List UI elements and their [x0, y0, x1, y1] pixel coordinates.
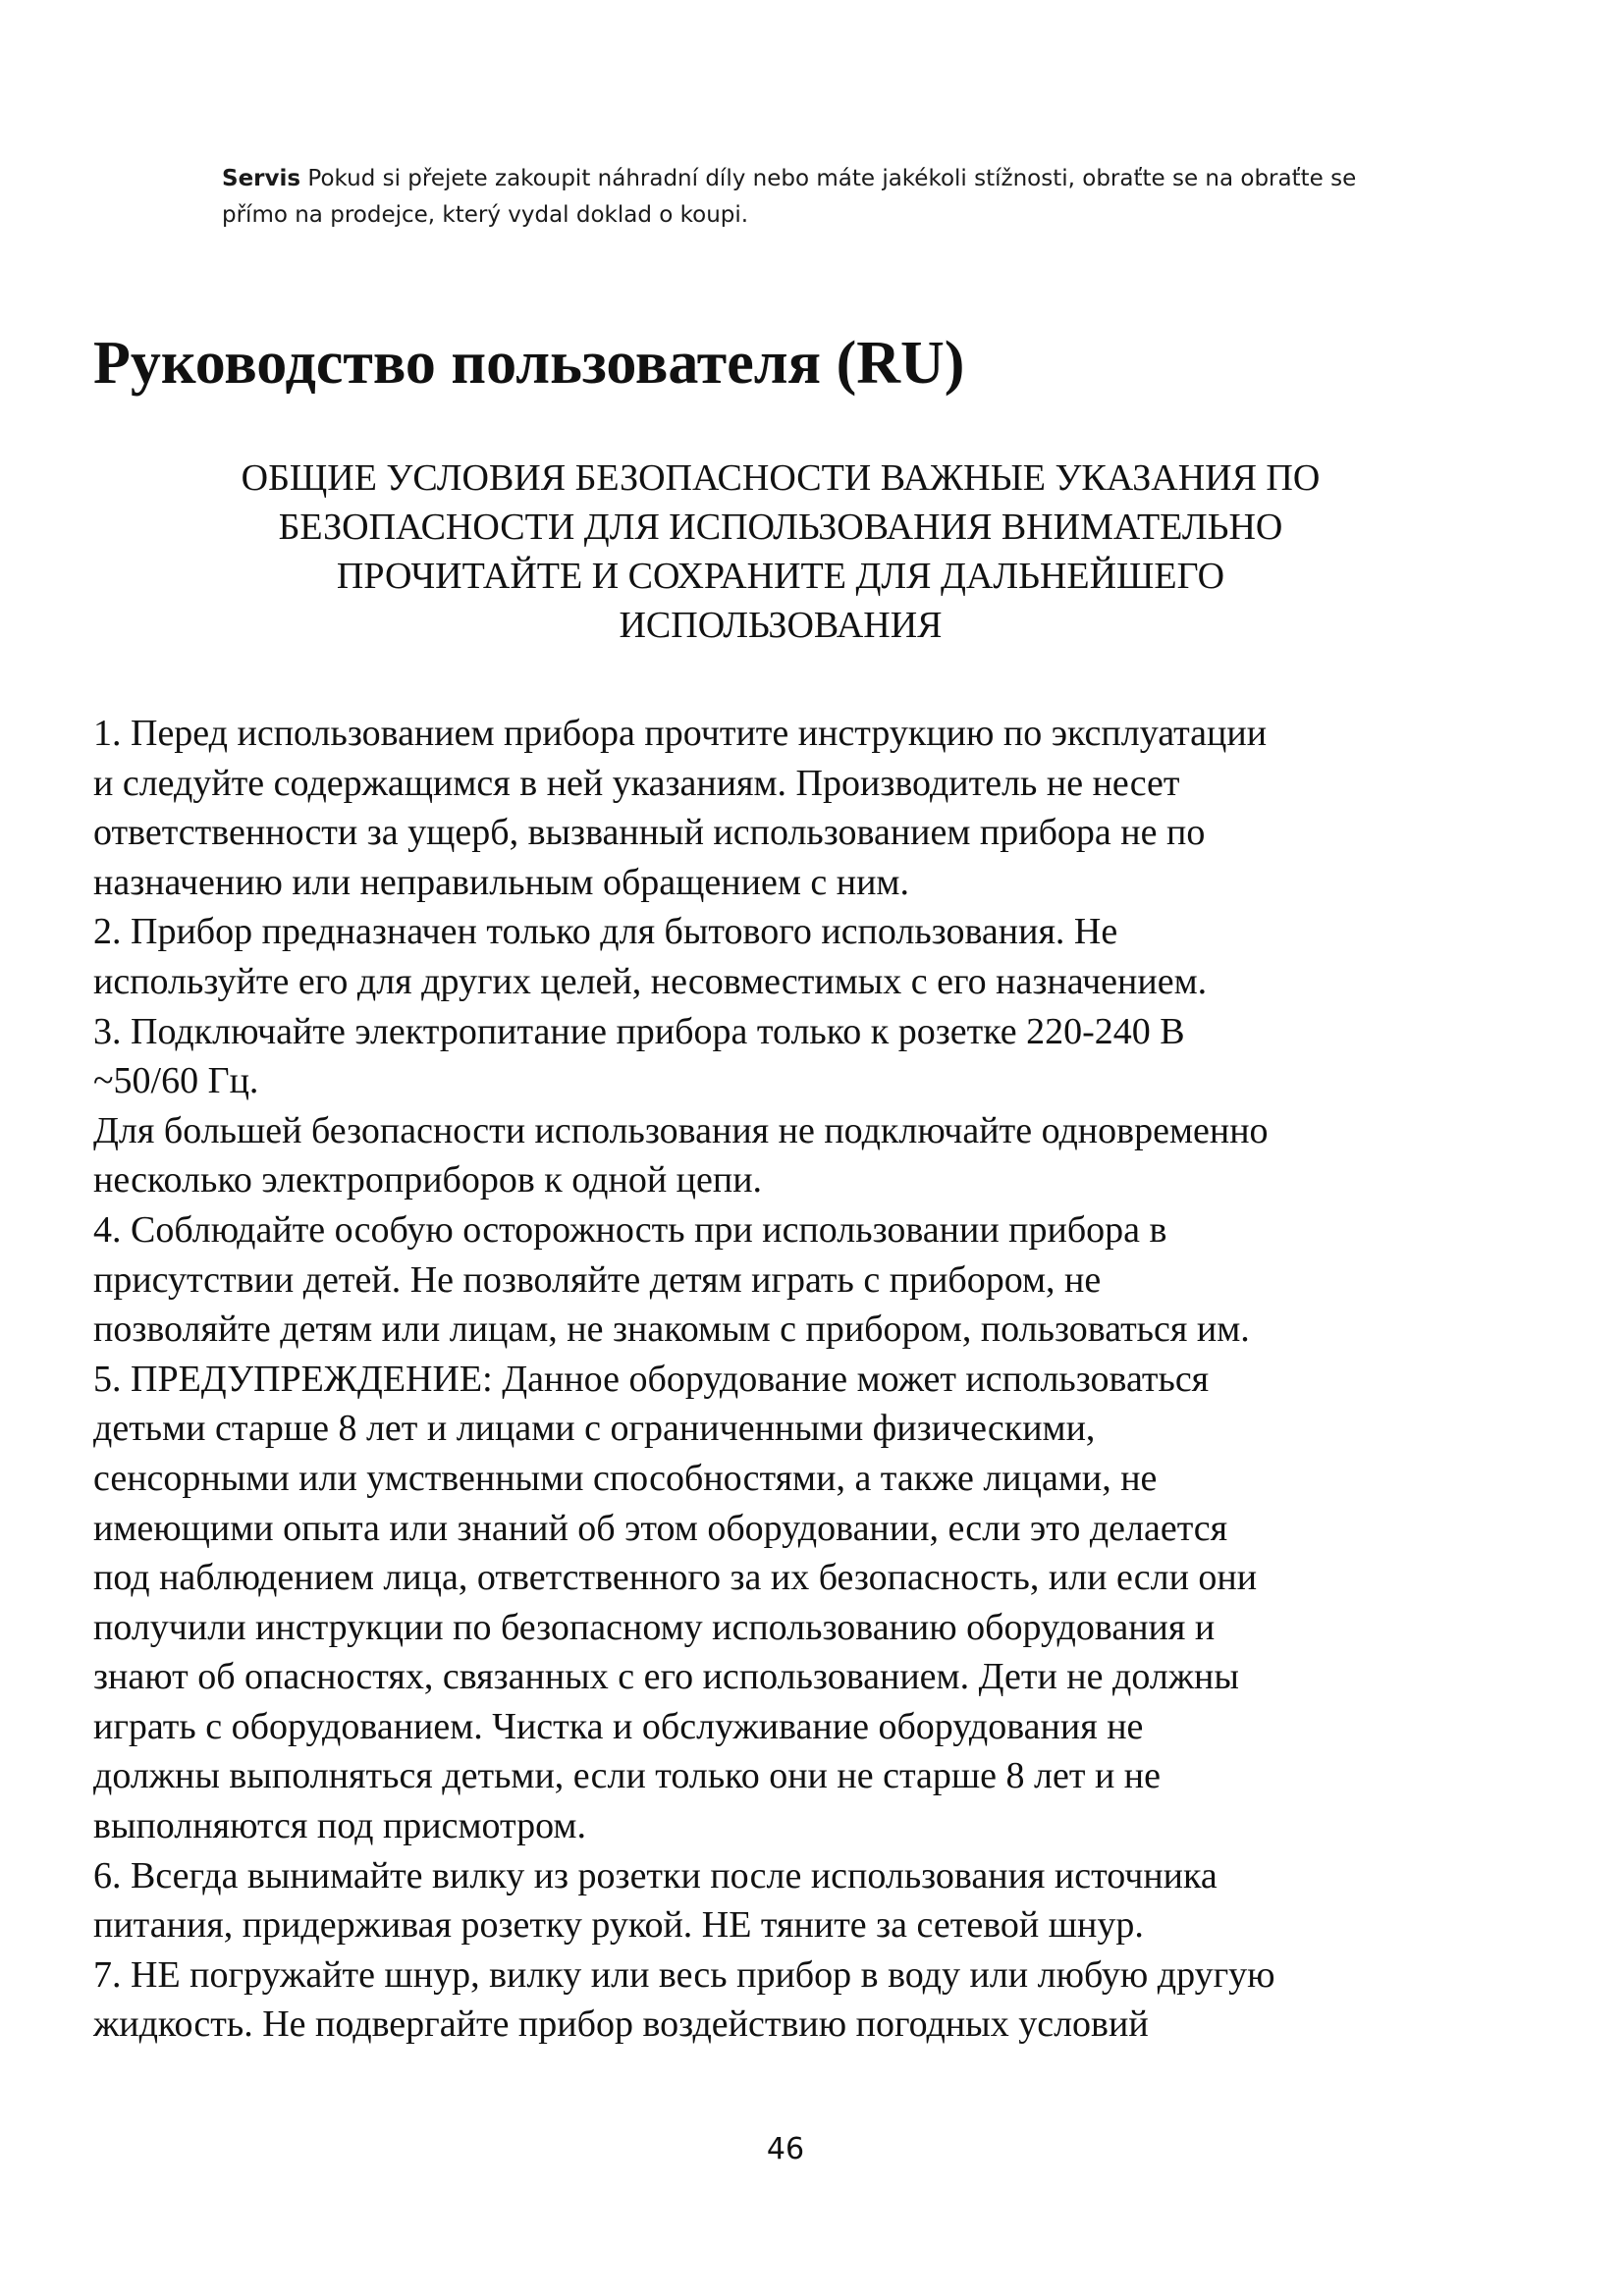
service-note-line-2: přímo na prodejce, který vydal doklad o koupi. [222, 202, 749, 228]
service-note-line-1 [222, 161, 1449, 197]
body-line: 4. Соблюдайте особую осторожность при использовании прибора в [93, 1208, 1167, 1251]
body-line: используйте его для других целей, несовместимых с его назначением. [93, 960, 1208, 1002]
page-number: 46 [766, 2132, 805, 2166]
body-line: 1. Перед использованием прибора прочтите инструкцию по эксплуатации [93, 713, 1268, 754]
body-line: и следуйте содержащимся в ней указаниям. Производитель не несет [93, 762, 1180, 804]
body-line: позволяйте детям или лицам, не знакомым с прибором, пользоваться им. [93, 1308, 1250, 1351]
service-note [222, 161, 1449, 234]
body-line: сенсорными или умственными способностями, а также лицами, не [93, 1457, 1158, 1499]
body-line: ~50/60 Гц. [93, 1060, 259, 1102]
service-label: Servis [222, 166, 301, 191]
safety-heading-line: БЕЗОПАСНОСТИ ДЛЯ ИСПОЛЬЗОВАНИЯ ВНИМАТЕЛЬНО [278, 507, 1283, 548]
body-line: имеющими опыта или знаний об этом оборудовании, если это делается [93, 1507, 1228, 1549]
safety-heading [93, 454, 1468, 650]
body-line: 3. Подключайте электропитание прибора только к розетке 220-240 В [93, 1010, 1185, 1052]
body-line: питания, придерживая розетку рукой. НЕ тяните за сетевой шнур. [93, 1904, 1144, 1947]
safety-heading-line: ИСПОЛЬЗОВАНИЯ [619, 605, 943, 646]
body-line: Для большей безопасности использования не подключайте одновременно [93, 1109, 1269, 1151]
body-line: должны выполняться детьми, если только они не старше 8 лет и не [93, 1755, 1161, 1797]
safety-instructions [93, 709, 1527, 2050]
body-line: детьми старше 8 лет и лицами с ограниченными физическими, [93, 1408, 1096, 1450]
service-text-1: Pokud si přejete zakoupit náhradní díly nebo máte jakékoli stížnosti, obraťte se na obraťte se [307, 166, 1357, 191]
page-title: Руководство пользователя (RU) [93, 330, 965, 397]
body-line: присутствии детей. Не позволяйте детям играть с прибором, не [93, 1258, 1102, 1301]
body-line: 6. Всегда вынимайте вилку из розетки после использования источника [93, 1854, 1218, 1896]
body-line: жидкость. Не подвергайте прибор воздействию погодных условий [93, 2003, 1149, 2046]
safety-heading-line: ПРОЧИТАЙТЕ И СОХРАНИТЕ ДЛЯ ДАЛЬНЕЙШЕГО [336, 556, 1225, 597]
body-line: несколько электроприборов к одной цепи. [93, 1159, 763, 1201]
body-line: под наблюдением лица, ответственного за их безопасность, или если они [93, 1557, 1258, 1599]
body-line: играть с оборудованием. Чистка и обслуживание оборудования не [93, 1705, 1144, 1747]
body-line: 7. НЕ погружайте шнур, вилку или весь прибор в воду или любую другую [93, 1953, 1275, 1996]
body-line: знают об опасностях, связанных с его использованием. Дети не должны [93, 1656, 1239, 1698]
body-line: 2. Прибор предназначен только для бытового использования. Не [93, 911, 1118, 953]
body-line: ответственности за ущерб, вызванный использованием прибора не по [93, 812, 1206, 854]
body-line: получили инструкции по безопасному использованию оборудования и [93, 1606, 1216, 1648]
safety-heading-line: ОБЩИЕ УСЛОВИЯ БЕЗОПАСНОСТИ ВАЖНЫЕ УКАЗАНИЯ ПО [241, 457, 1321, 499]
body-line: выполняются под присмотром. [93, 1805, 586, 1847]
body-line: 5. ПРЕДУПРЕЖДЕНИЕ: Данное оборудование может использоваться [93, 1358, 1210, 1400]
body-line: назначению или неправильным обращением с ним. [93, 861, 909, 903]
